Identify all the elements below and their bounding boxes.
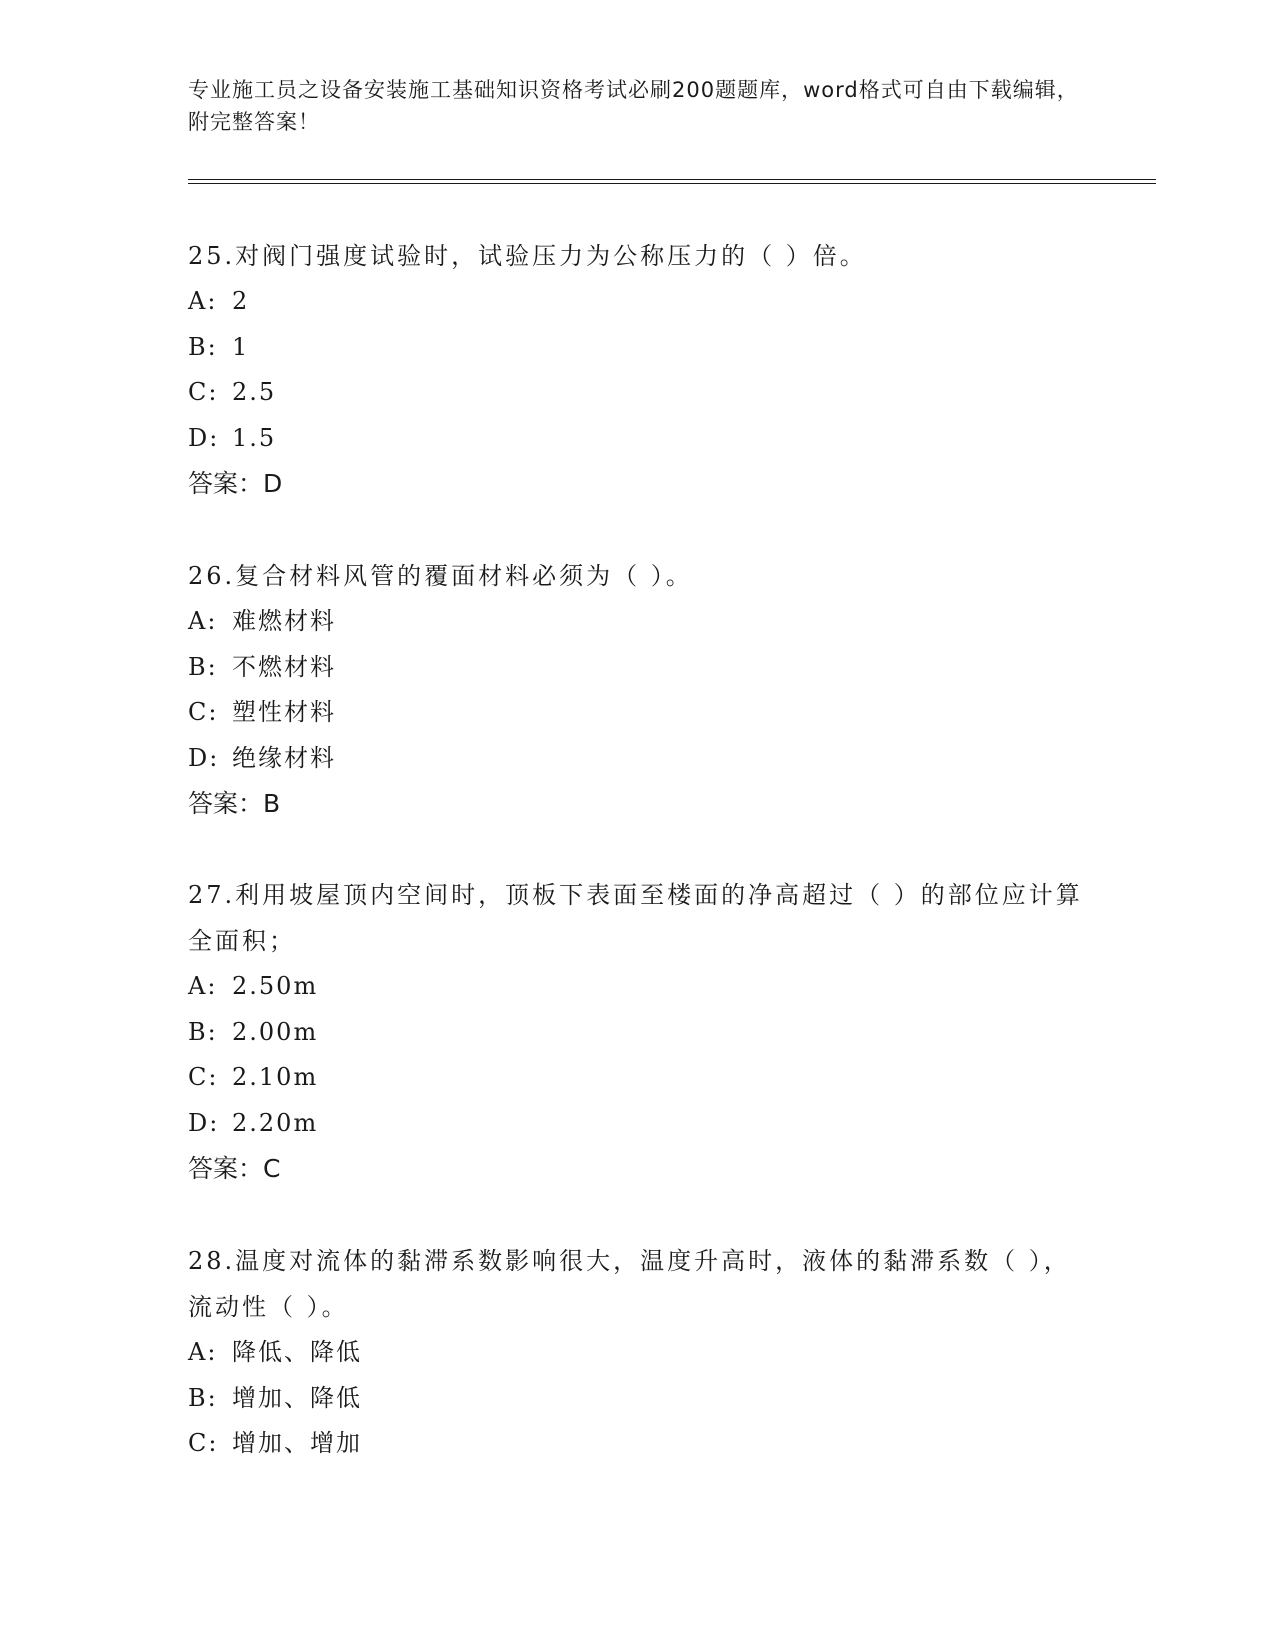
option-a (188, 599, 1088, 645)
option-c (188, 1055, 1088, 1101)
option-text: 塑性材料 (232, 698, 336, 726)
option-text: 2.5 (232, 378, 277, 406)
question-28 (188, 1238, 1088, 1467)
question-25 (188, 233, 1088, 507)
header-divider-bottom (188, 183, 1156, 184)
option-key: A: (188, 972, 218, 1000)
header-divider-top (188, 179, 1156, 180)
option-key: B: (188, 332, 218, 361)
option-text: 增加、增加 (232, 1429, 362, 1457)
answer-line: 答案：C (188, 1154, 281, 1183)
option-a (188, 1330, 1088, 1376)
option-key: D: (188, 423, 220, 452)
option-key: C: (188, 1429, 219, 1457)
option-key: A: (188, 607, 218, 635)
option-text: 1.5 (232, 423, 277, 452)
question-stem: 27.利用坡屋顶内空间时，顶板下表面至楼面的净高超过（ ）的部位应计算全面积； (188, 881, 1083, 955)
option-d (188, 1101, 1088, 1147)
option-key: B: (188, 652, 218, 681)
option-text: 2 (232, 287, 250, 315)
option-b (188, 1376, 1088, 1422)
option-text: 不燃材料 (232, 652, 336, 681)
option-text: 降低、降低 (232, 1338, 362, 1366)
option-c (188, 690, 1088, 736)
question-stem: 26.复合材料风管的覆面材料必须为（ ）。 (188, 562, 693, 590)
option-key: B: (188, 1383, 218, 1412)
document-header: 专业施工员之设备安装施工基础知识资格考试必刷200题题库，word格式可自由下载编辑，附完整答案！ (188, 78, 1079, 134)
option-b (188, 645, 1088, 691)
option-text: 增加、降低 (232, 1383, 362, 1412)
option-key: B: (188, 1017, 218, 1046)
question-stem: 25.对阀门强度试验时，试验压力为公称压力的（ ）倍。 (188, 242, 867, 270)
option-key: D: (188, 1108, 220, 1137)
option-text: 难燃材料 (232, 607, 336, 635)
option-b (188, 325, 1088, 371)
answer-line: 答案：D (188, 469, 283, 498)
option-text: 2.00m (232, 1017, 319, 1046)
option-key: C: (188, 1063, 219, 1091)
option-text: 绝缘材料 (232, 743, 336, 772)
question-26 (188, 553, 1088, 827)
option-key: A: (188, 1338, 218, 1366)
answer-line: 答案：B (188, 789, 281, 818)
option-a (188, 279, 1088, 325)
option-d (188, 416, 1088, 462)
question-27 (188, 872, 1088, 1192)
option-key: C: (188, 698, 219, 726)
option-key: D: (188, 743, 220, 772)
option-text: 2.20m (232, 1108, 319, 1137)
option-b (188, 1010, 1088, 1056)
option-text: 2.50m (232, 972, 319, 1000)
option-text: 1 (232, 332, 250, 361)
option-text: 2.10m (232, 1063, 319, 1091)
option-d (188, 736, 1088, 782)
option-key: A: (188, 287, 218, 315)
option-a (188, 964, 1088, 1010)
option-c (188, 1421, 1088, 1467)
question-stem: 28.温度对流体的黏滞系数影响很大，温度升高时，液体的黏滞系数（ ），流动性（ ）。 (188, 1247, 1071, 1321)
option-c (188, 370, 1088, 416)
option-key: C: (188, 378, 219, 406)
